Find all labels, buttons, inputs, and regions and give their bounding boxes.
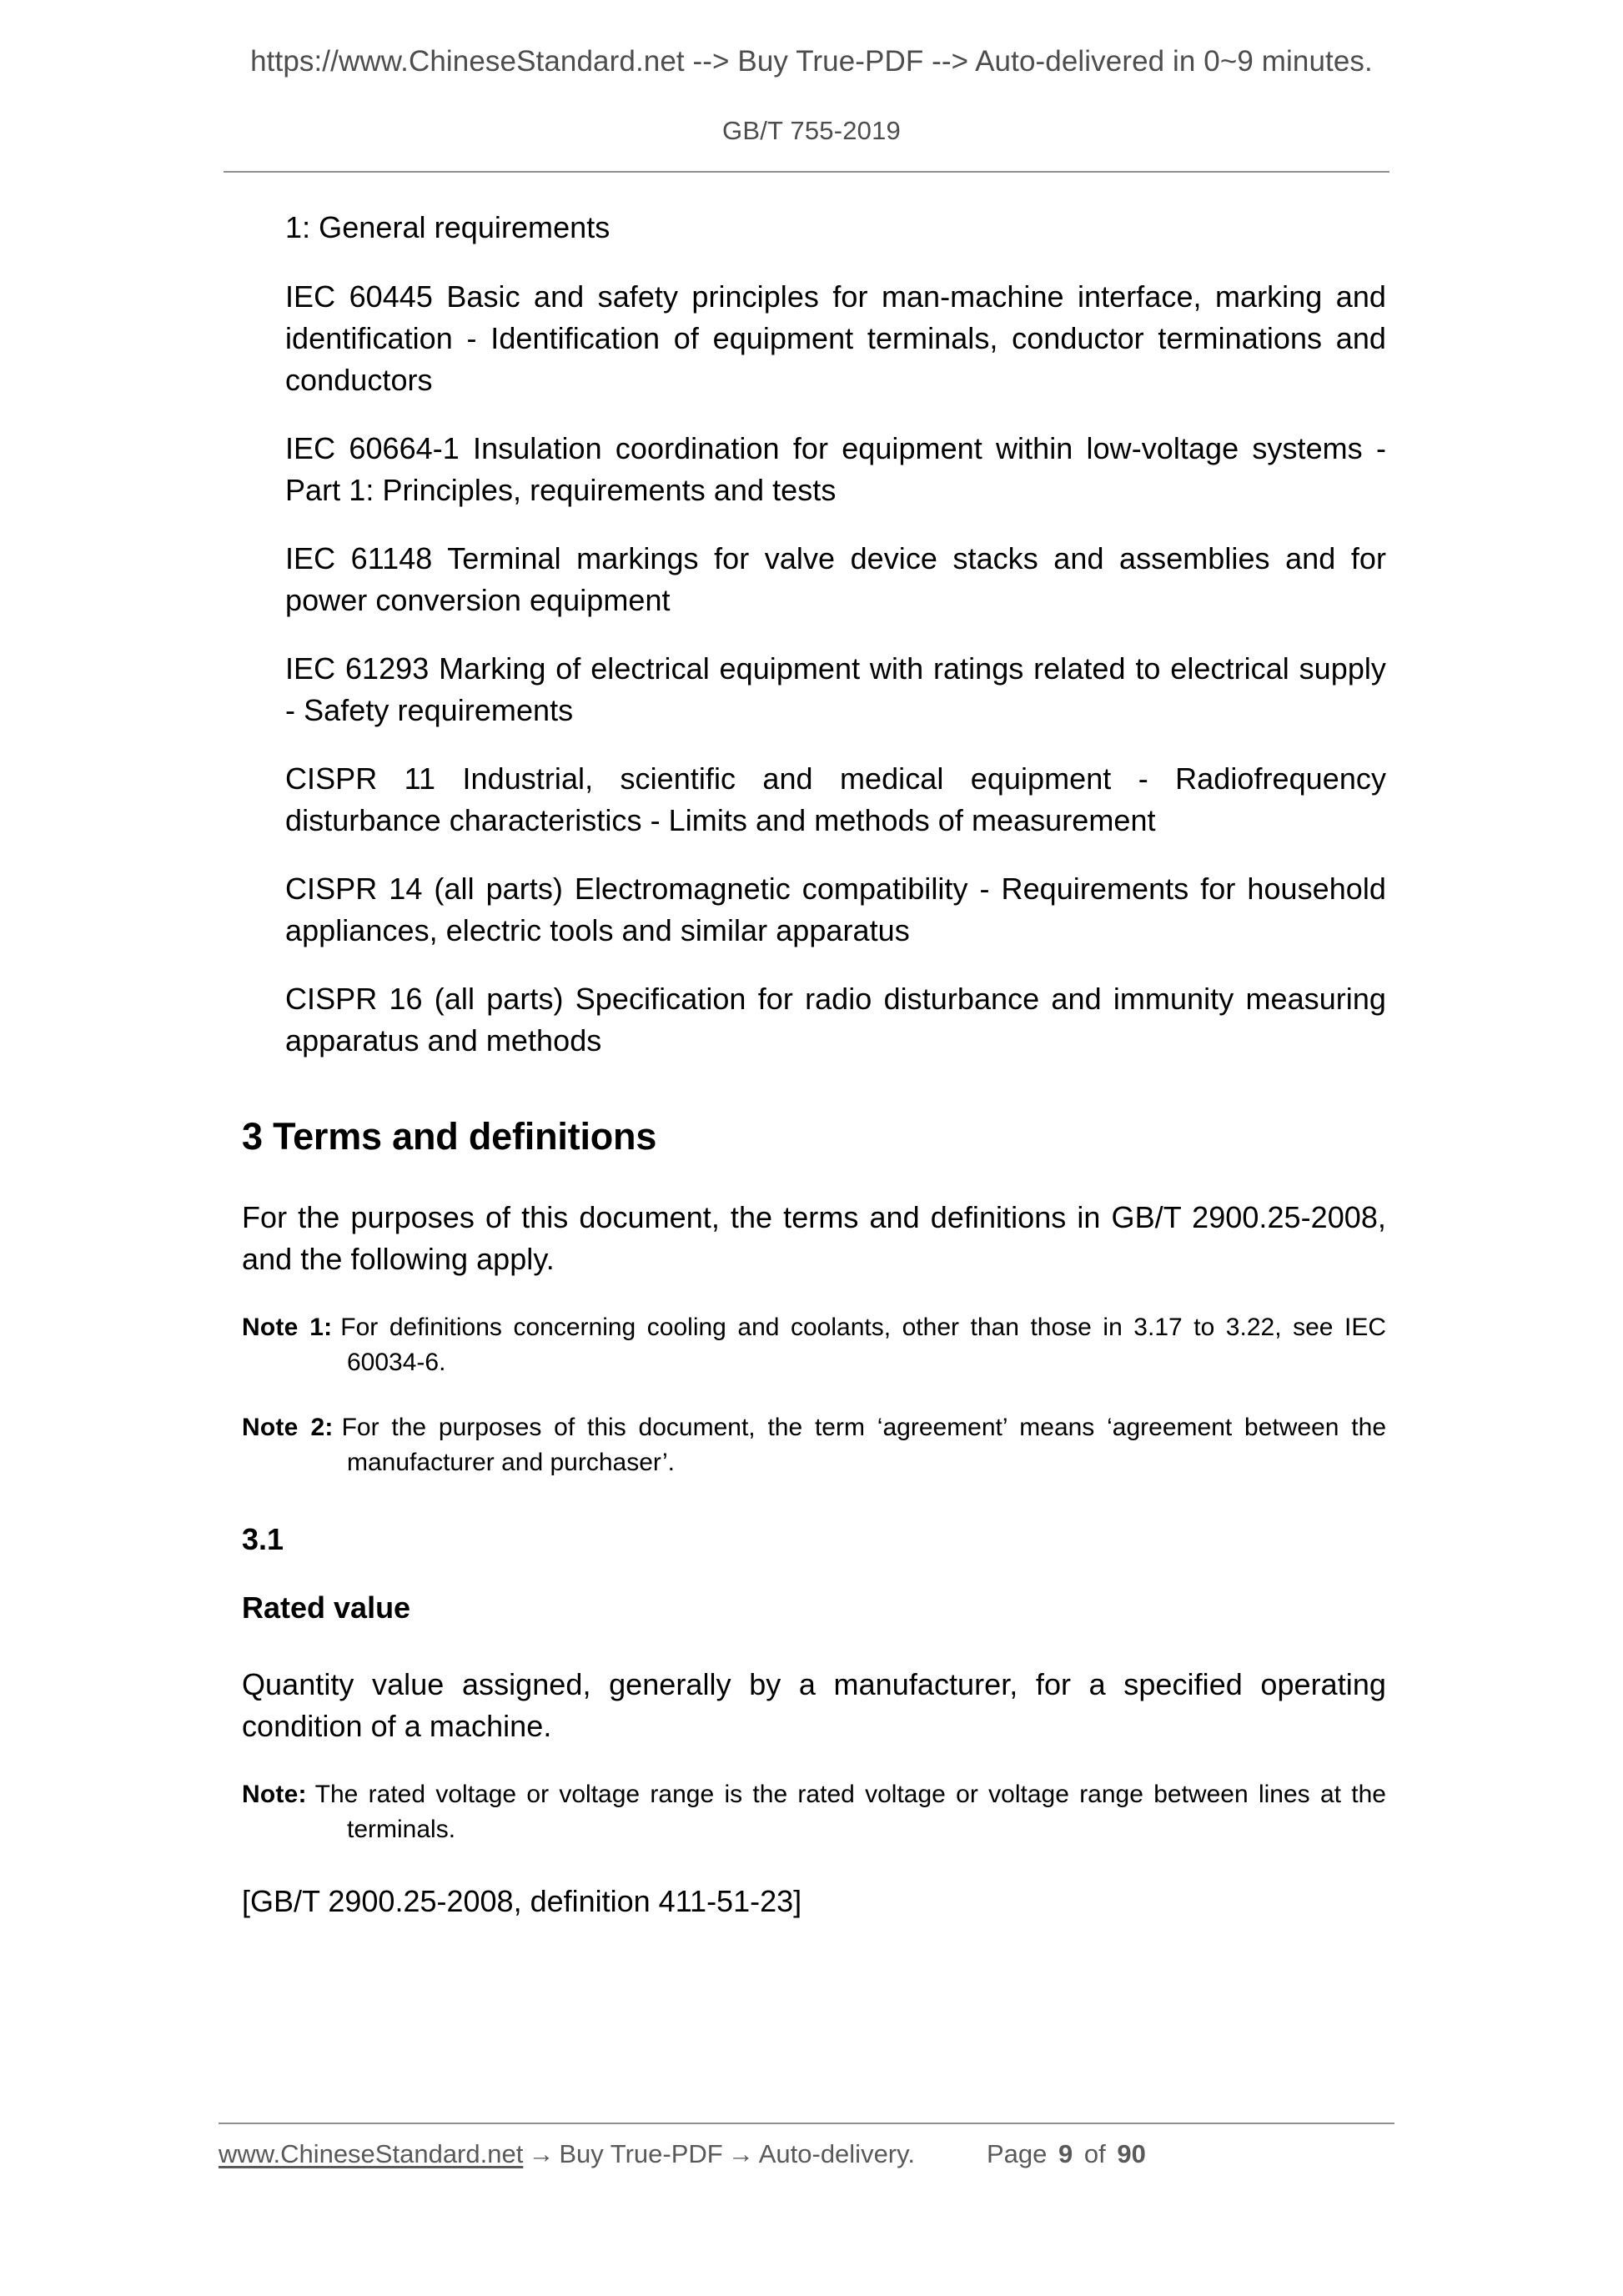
reference-item: IEC 60445 Basic and safety principles for man-machine interface, marking and identification - Identification of equipment terminals, conductor terminations and conductors	[285, 279, 1386, 397]
footer-divider	[219, 2123, 1394, 2124]
promo-header-text: https://www.ChineseStandard.net --> Buy True-PDF --> Auto-delivered in 0~9 minutes.	[250, 45, 1373, 78]
terms-intro-paragraph: For the purposes of this document, the terms and definitions in GB/T 2900.25-2008, and the following apply.	[242, 1200, 1386, 1276]
arrow-right-icon: →	[727, 2139, 754, 2168]
page-indicator	[987, 2137, 1150, 2172]
note-1	[242, 1310, 1386, 1380]
current-page-number: 9	[1058, 2139, 1073, 2168]
note-2	[242, 1410, 1386, 1480]
footer-site-link[interactable]: www.ChineseStandard.net	[219, 2139, 524, 2168]
reference-item: CISPR 14 (all parts) Electromagnetic compatibility - Requirements for household appliances, electric tools and similar apparatus	[285, 872, 1386, 947]
page-footer	[219, 2137, 1394, 2172]
footer-delivery-label: Auto-delivery.	[758, 2139, 915, 2168]
term-name: Rated value	[242, 1590, 411, 1625]
note-1-label: Note 1:	[242, 1314, 333, 1341]
header-divider	[224, 171, 1389, 173]
document-standard-code: GB/T 755-2019	[722, 116, 901, 145]
term-note-text: The rated voltage or voltage range is the rated voltage or voltage range between lines at the terminals.	[314, 1781, 1386, 1843]
page-content	[242, 207, 1386, 1922]
note-2-label: Note 2:	[242, 1414, 334, 1441]
clause-number: 3.1	[242, 1522, 284, 1556]
arrow-right-icon: →	[528, 2139, 555, 2168]
reference-item: CISPR 16 (all parts) Specification for radio disturbance and immunity measuring apparatus and methods	[285, 982, 1386, 1058]
continued-reference-line: 1: General requirements	[285, 210, 611, 244]
footer-buy-label: Buy True-PDF	[559, 2139, 723, 2168]
reference-item: CISPR 11 Industrial, scientific and medical equipment - Radiofrequency disturbance characteristics - Limits and methods of measurement	[285, 761, 1386, 837]
note-2-text: For the purposes of this document, the term ‘agreement’ means ‘agreement between the manufacturer and purchaser’.	[341, 1414, 1387, 1476]
note-1-text: For definitions concerning cooling and coolants, other than those in 3.17 to 3.22, see IEC 60034-6.	[340, 1314, 1386, 1376]
term-definition: Quantity value assigned, generally by a manufacturer, for a specified operating condition of a machine.	[242, 1667, 1386, 1743]
term-note-label: Note:	[242, 1781, 307, 1808]
reference-item: IEC 61148 Terminal markings for valve device stacks and assemblies and for power conversion equipment	[285, 541, 1386, 617]
reference-item: IEC 60664-1 Insulation coordination for equipment within low-voltage systems - Part 1: Principles, requirements and tests	[285, 431, 1386, 507]
term-note	[242, 1777, 1386, 1847]
page-word: Page	[986, 2139, 1048, 2168]
of-word: of	[1083, 2139, 1106, 2168]
reference-item: IEC 61293 Marking of electrical equipment with ratings related to electrical supply - Safety requirements	[285, 651, 1386, 727]
source-citation: [GB/T 2900.25-2008, definition 411-51-23]	[242, 1884, 802, 1918]
section-heading-terms-and-definitions: 3 Terms and definitions	[242, 1115, 657, 1158]
total-page-count: 90	[1117, 2139, 1146, 2168]
